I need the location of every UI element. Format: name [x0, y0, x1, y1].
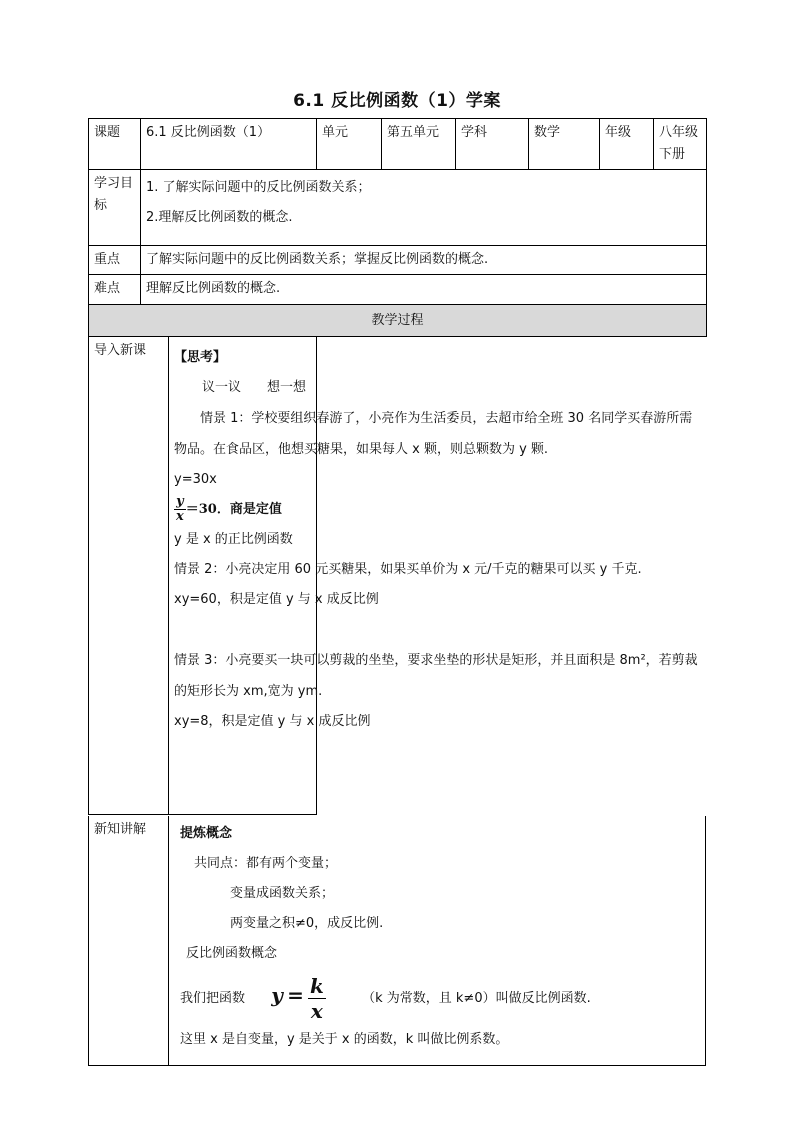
grade-value: 八年级下册: [654, 119, 707, 170]
fraction-denominator: x: [176, 509, 184, 524]
intro-heading: 【思考】: [174, 350, 227, 365]
subject-value: 数学: [529, 119, 600, 170]
unit-label: 单元: [317, 119, 382, 170]
goals-row: [89, 170, 707, 246]
new-knowledge-table: [88, 816, 706, 1066]
subject-label: 学科: [456, 119, 529, 170]
fraction-y-over-x: [174, 495, 186, 524]
intro-sub: 议一议 想一想: [202, 380, 307, 395]
key-point-label: 重点: [89, 246, 141, 275]
unit-value: 第五单元: [382, 119, 456, 170]
formula-equals: =: [287, 983, 304, 1007]
formula-k-over-x: [308, 974, 326, 1023]
common-point: 共同点：都有两个变量；: [194, 856, 338, 871]
goals-label: 学习目标: [89, 170, 141, 246]
new-heading: 提炼概念: [180, 826, 233, 841]
key-point-row: [89, 246, 707, 275]
equation-1: y=30x: [174, 472, 217, 487]
document-title: 6.1 反比例函数（1）学案: [293, 91, 501, 111]
definition-explain: 这里 x 是自变量，y 是关于 x 的函数，k 叫做比例系数。: [180, 1032, 509, 1047]
goal-item: 1. 了解实际问题中的反比例函数关系；: [146, 180, 371, 195]
course-value: 6.1 反比例函数（1）: [141, 119, 317, 170]
formula-y: y: [271, 983, 283, 1007]
scene-2: 情景 2：小亮决定用 60 元买糖果，如果买单价为 x 元/千克的糖果可以买 y 千克.: [174, 562, 642, 577]
common-point-2: 变量成函数关系；: [230, 886, 335, 901]
grade-label: 年级: [600, 119, 654, 170]
goals-content: [141, 170, 707, 246]
common-point-3: 两变量之积≠0，成反比例.: [230, 916, 384, 931]
formula-numerator: k: [309, 974, 324, 998]
header-row: [89, 119, 707, 170]
goal-item: 2.理解反比例函数的概念.: [146, 210, 293, 225]
key-point-text: 了解实际问题中的反比例函数关系；掌握反比例函数的概念.: [141, 246, 707, 275]
new-content: [169, 816, 706, 1066]
formula-denominator: x: [310, 999, 323, 1023]
quotient-text: ＝30．商是定值: [185, 502, 282, 517]
difficulty-text: 理解反比例函数的概念.: [141, 275, 707, 305]
process-band-row: [89, 305, 707, 337]
definition-line: [174, 969, 700, 1025]
process-band: 教学过程: [89, 305, 707, 337]
difficulty-row: [89, 275, 707, 305]
intro-label: 导入新课: [89, 337, 169, 814]
definition-prefix: 我们把函数: [180, 991, 246, 1006]
equation-2: xy=60，积是定值 y 与 x 成反比例: [174, 592, 379, 607]
fraction-numerator: y: [174, 495, 186, 510]
scene-3: 情景 3：小亮要买一块可以剪裁的坐垫，要求坐垫的形状是矩形，并且面积是 8m²，若剪裁的矩形长为 xm,宽为 ym.: [174, 653, 698, 699]
difficulty-label: 难点: [89, 275, 141, 305]
concept-title: 反比例函数概念: [186, 946, 278, 961]
course-label: 课题: [89, 119, 141, 170]
intro-content: [168, 343, 704, 737]
conclusion-1: y 是 x 的正比例函数: [174, 532, 293, 547]
quotient-formula: [168, 495, 704, 525]
new-label: 新知讲解: [89, 816, 169, 1066]
scene-1: 情景 1：学校要组织春游了，小亮作为生活委员，去超市给全班 30 名同学买春游所需物品。在食品区，他想买糖果，如果每人 x 颗，则总颗数为 y 颗.: [174, 411, 693, 457]
definition-suffix: （k 为常数，且 k≠0）叫做反比例函数.: [362, 991, 591, 1006]
equation-3: xy=8，积是定值 y 与 x 成反比例: [174, 714, 371, 729]
